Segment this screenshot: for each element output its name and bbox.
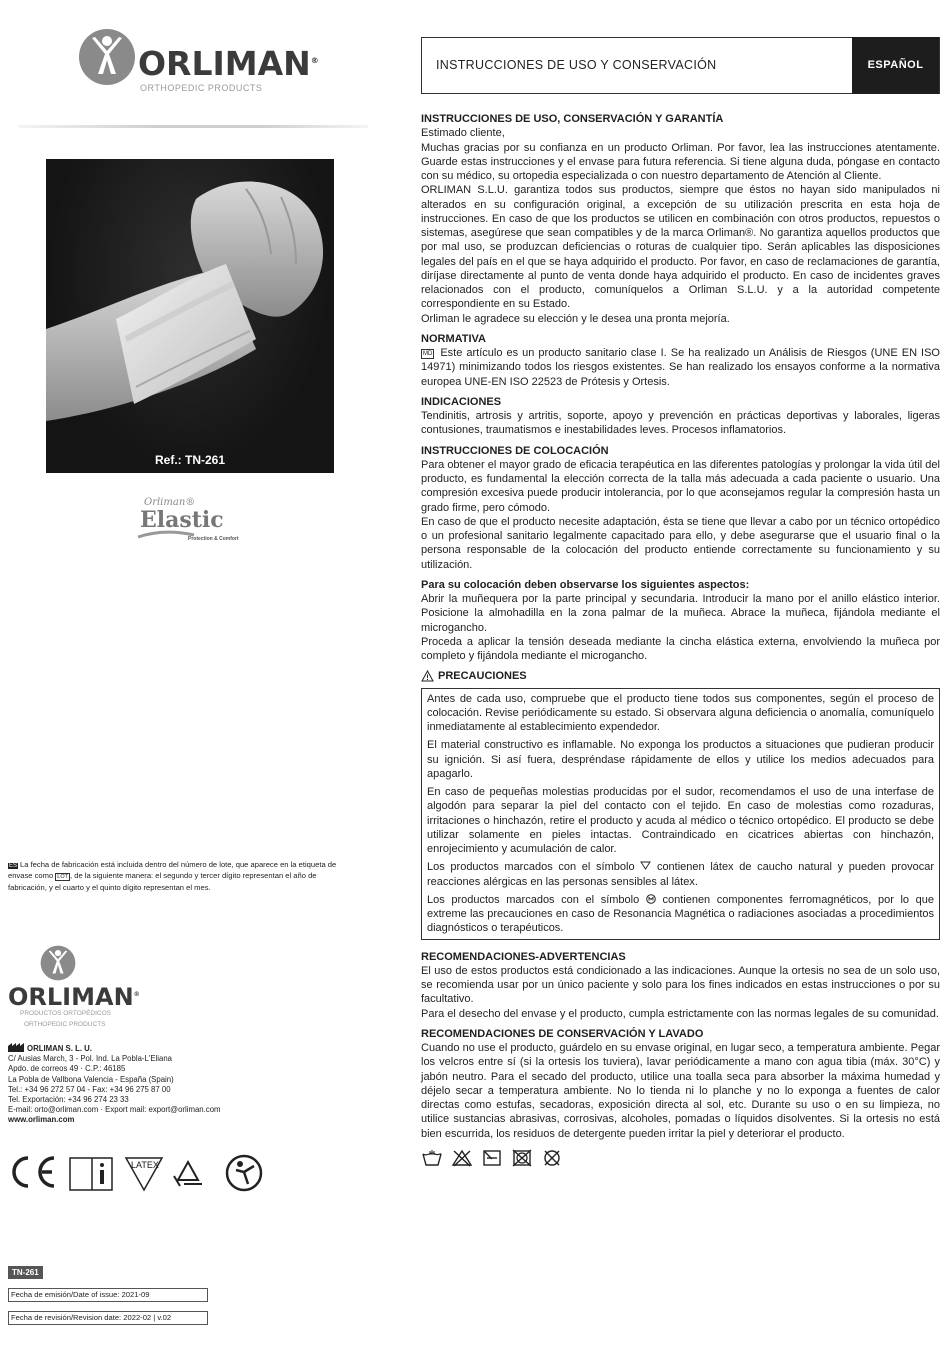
greeting: Estimado cliente, (421, 127, 505, 140)
instructions-book-icon (70, 1158, 112, 1190)
garantia-p2: ORLIMAN S.L.U. garantiza todos sus productos, siempre que éstos no hayan sido manipulados ni alterados en su configuración original, a excepción de su utilización prescrita en esta hoja de instrucciones. En caso de que los productos se utilicen en combinación con otros productos, repuestos o sistemas, asegúrese que sean compatibles y de la marca Orliman®. No garantiza aquellos productos que por mal uso, se produzcan deficiencias o roturas de cualquier tipo. Serán aplicables las disposiciones legales del país en el que se haya adquirido el producto. Por favor, en caso de reclamaciones de garantía, diríjase directamente al punto de venta donde haya adquirido el producto. En caso de incidentes graves relacionados con el producto, comuníquelos a Orliman S.L.U. y a la autoridad competente correspondiente en su Estado. (421, 184, 940, 311)
precauciones-p2: El material constructivo es inflamable. No exponga los productos a situaciones que pudieran producir su ignición. Si así fuera, despréndase rápidamente de ellos y utilice los medios adecuados para apagarlo. (427, 739, 934, 780)
company-email: E-mail: orto@orliman.com · Export mail: export@orliman.com (8, 1105, 221, 1115)
company-phone: Tel.: +34 96 272 57 04 - Fax: +34 96 275 87 00 (8, 1084, 171, 1094)
precauciones-header (421, 669, 940, 683)
colocacion-p1: Para obtener el mayor grado de eficacia terapéutica en las diferentes patologías y prolongar la vida útil del producto, es fundamental la elección correcta de la talla más adecuada a cada paciente o usuario. Una compresión excesiva puede producir intolerancia, por lo que aconsejamos regular la compresión hasta un grado firme, pero cómodo. (421, 458, 940, 514)
colocacion-subtitle: Para su colocación deben observarse los siguientes aspectos: (421, 578, 750, 591)
elastic-tagline: Protection & Comfort (188, 536, 239, 542)
precauciones-p3: En caso de pequeñas molestias producidas por el sudor, recomendamos el uso de una interfase de algodón para separar la piel del contacto con el tejido. En caso de molestias como rozaduras, irritaciones o hinchazón, retire el producto y acuda al médico o técnico ortopédico. El producto se debe utilizar solamente en pieles intactas. Contraindicado en cicatrices abiertas con hinchazón, enrojecimiento y acumulación de calor. (427, 786, 934, 855)
care-symbols (421, 1149, 940, 1167)
orliman-logo (78, 28, 318, 98)
no-dry-clean-icon (541, 1149, 563, 1167)
header-title: INSTRUCCIONES DE USO Y CONSERVACIÓN (436, 58, 717, 72)
product-photo (46, 159, 334, 473)
instructions-content (421, 112, 940, 1167)
left-divider (18, 125, 368, 128)
normativa-p1 (421, 346, 940, 389)
lot-text-1: La fecha de fabricación está incluida dentro del número de lote, que aparece en la etiqueta de envase como (8, 860, 337, 881)
company-name: ORLIMAN S. L. U. (27, 1044, 92, 1053)
recomendaciones-p2: Para el desecho del envase y el producto, cumpla estrictamente con las normas legales de su comunidad. (421, 1007, 939, 1020)
latex-label: LATEX (131, 1160, 159, 1170)
disposal-icon (227, 1156, 261, 1190)
brand-name: ORLIMAN® (138, 44, 319, 83)
lot-text-2: , de la siguiente manera: el segundo y tercer dígito representan el año de fabricación, y el cuarto y el quinto dígito representan el mes. (8, 871, 317, 892)
section-title-colocacion: INSTRUCCIONES DE COLOCACIÓN (421, 444, 609, 457)
dry-flat-icon (481, 1149, 503, 1167)
colocacion-p2: En caso de que el producto necesite adaptación, ésta se tiene que llevar a cabo por un técnico ortopédico o un profesional sanitario legalmente capacitado para ello, y debe asegurarse que el usuario final o la persona responsable de la colocación del producto entiende correctamente su funcionamiento y su utilización. (421, 515, 940, 571)
garantia-p1: Muchas gracias por su confianza en un producto Orliman. Por favor, lea las instrucciones atentamente. Guarde estas instrucciones y el envase para futura referencia. Si tiene alguna duda, póngase en contacto con su médico, su ortopedia especializada o con nuestro departamento de Atención al Cliente. (421, 141, 940, 182)
orliman-logo-footer (8, 945, 138, 1035)
regulatory-symbols (8, 1150, 268, 1194)
issue-date: Fecha de emisión/Date of issue: 2021-09 (8, 1288, 208, 1302)
recycle-icon (174, 1162, 202, 1186)
colocacion-p4: Proceda a aplicar la tensión deseada mediante la cincha elástica externa, envolviendo la muñeca por completo y fijándola mediante el microgancho. (421, 635, 940, 662)
section-title-recomendaciones: RECOMENDACIONES-ADVERTENCIAS (421, 950, 626, 963)
ce-mark-icon (14, 1158, 54, 1186)
header-box (421, 37, 940, 94)
language-tab[interactable]: ESPAÑOL (852, 37, 939, 94)
warning-icon (421, 670, 434, 682)
precauciones-p5: Los productos marcados con el símbolo contienen componentes ferromagnéticos, por lo que extreme las precauciones en caso de Resonancia Magnética o radiaciones asociadas a procedimientos diagnósticos o terapéuticos. (427, 893, 935, 935)
wrist-brace-image (46, 159, 334, 473)
product-ref-label: Ref.: TN-261 (154, 453, 225, 467)
no-tumble-dry-icon (511, 1149, 533, 1167)
orliman-figure-icon (40, 945, 76, 981)
lot-note (8, 860, 353, 893)
brand-tagline-es: PRODUCTOS ORTOPÉDICOS (20, 1010, 112, 1017)
lot-icon: LOT (57, 874, 68, 881)
company-address-1: C/ Ausias March, 3 - Pol. Ind. La Pobla-L'Eliana (8, 1054, 173, 1064)
ref-badge: TN-261 (8, 1266, 43, 1279)
elastic-brand-small: Orliman® (144, 497, 196, 508)
normativa-text: Este artículo es un producto sanitario clase I. Se ha realizado un Análisis de Riesgos (UNE EN ISO 14971) minimizando todos los riesgos existentes. Se han realizado los ensayos conforme a la normativa europea UNE-EN ISO 22523 de Prótesis y Ortesis. (421, 347, 940, 388)
garantia-p3: Orliman le agradece su elección y le desea una pronta mejoría. (421, 312, 730, 325)
revision-date: Fecha de revisión/Revision date: 2022-02 | v.02 (8, 1311, 208, 1325)
company-name-row (8, 1043, 308, 1054)
precauciones-p1: Antes de cada uso, compruebe que el producto tiene todos sus componentes, según el proceso de colocación. Revise periódicamente su estado. Si observara alguna deficiencia o anomalía, comuníquelo inmediatamente al establecimiento expendedor. (427, 692, 934, 733)
indicaciones-p1: Tendinitis, artrosis y artritis, soporte, apoyo y prevención en prácticas deportivas y laborales, ligeras contusiones, traumatismos e inestabilidades leves. Procesos inflamatorios. (421, 410, 940, 437)
latex-symbol-icon (640, 861, 651, 870)
section-title-lavado: RECOMENDACIONES DE CONSERVACIÓN Y LAVADO (421, 1027, 704, 1040)
brand-tagline-en: ORTHOPEDIC PRODUCTS (24, 1021, 106, 1028)
company-address-3: La Pobla de Vallbona Valencia - España (Spain) (8, 1074, 174, 1084)
company-info (8, 1043, 308, 1126)
brand-tagline: ORTHOPEDIC PRODUCTS (140, 83, 263, 93)
section-title-garantia: INSTRUCCIONES DE USO, CONSERVACIÓN Y GARANTÍA (421, 113, 724, 125)
section-title-normativa: NORMATIVA (421, 332, 486, 345)
brand-name-footer: ORLIMAN® (8, 983, 140, 1011)
ferromagnetic-icon (646, 894, 656, 904)
elastic-line-logo (136, 497, 256, 547)
md-icon: MD (423, 351, 433, 357)
lavado-p1: Cuando no use el producto, guárdelo en su envase original, en lugar seco, a temperatura ambiente. Pegar los velcros entre sí (si la ortesis los tuviera), lavar periódicamente a mano con agua tibia (máx. 30°C) y jabón neutro. Para el secado del producto, utilice una toalla seca para absorber la máxima humedad y déjelo secar a temperatura ambiente. No lo tienda ni lo planche y no lo exponga a fuentes de calor directas como estufas, secadoras, exposición directa al sol, etc. Durante su uso o en su limpieza, no utilice sustancias abrasivas, corrosivas, alcoholes, pomadas o líquidos disolventes. Si la ortesis no está bien escurrida, los residuos de detergente pueden irritar la piel y deteriorar el producto. (421, 1042, 940, 1140)
company-address-2: Apdo. de correos 49 · C.P.: 46185 (8, 1064, 126, 1074)
no-bleach-icon (451, 1149, 473, 1167)
company-website: www.orliman.com (8, 1115, 75, 1125)
company-export-phone: Tel. Exportación: +34 96 274 23 33 (8, 1095, 129, 1105)
es-tag: ES (9, 863, 18, 869)
precauciones-box (421, 688, 940, 940)
hand-wash-icon (421, 1149, 443, 1167)
manufacturer-icon (8, 1043, 24, 1052)
elastic-swoosh-icon (136, 529, 196, 541)
section-title-indicaciones: INDICACIONES (421, 395, 502, 408)
colocacion-p3: Abrir la muñequera por la parte principal y secundaria. Introducir la mano por el anillo elástico interior. Posicione la almohadilla en la zona palmar de la muñeca. Abrace la muñeca, fijándola mediante el microgancho. (421, 593, 940, 634)
recomendaciones-p1: El uso de estos productos está condicionado a las indicaciones. Aunque la ortesis no sea de un solo uso, se recomienda usar por un único paciente y solo para los fines indicados en estas instrucciones o por su facultativo. (421, 964, 940, 1006)
precauciones-p4: Los productos marcados con el símbolo contienen látex de caucho natural y pueden provocar reacciones alérgicas en las personas sensibles al látex. (427, 861, 934, 888)
orliman-figure-icon (78, 28, 136, 86)
elastic-name: Elastic (140, 507, 224, 533)
section-title-precauciones: PRECAUCIONES (438, 670, 527, 683)
